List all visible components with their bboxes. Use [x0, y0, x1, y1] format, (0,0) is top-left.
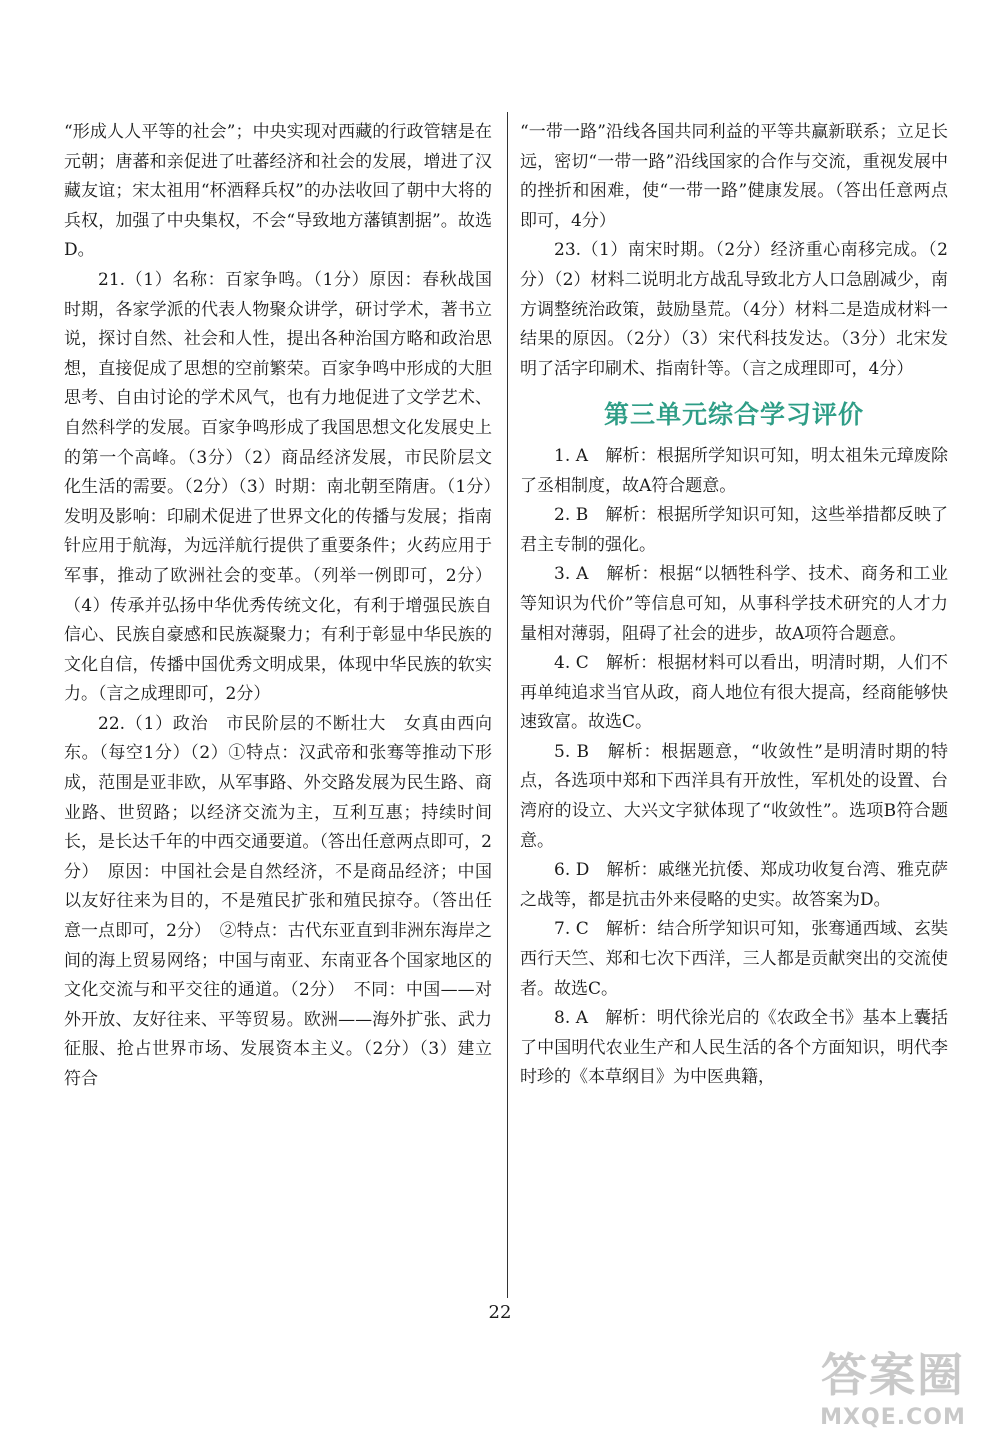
answer-item: 2. B 解析：根据所学知识可知，这些举措都反映了君主专制的强化。	[520, 505, 948, 555]
answer-item: 8. A 解析：明代徐光启的《农政全书》基本上囊括了中国明代农业生产和人民生活的各个方面知识，明代李时珍的《本草纲目》为中医典籍，	[520, 1008, 948, 1088]
page-number: 22	[488, 1302, 512, 1323]
answer-item: 5. B 解析：根据题意，“收敛性”是明清时期的特点，各选项中郑和下西洋具有开放性，军机处的设置、台湾府的设立、大兴文字狱体现了“收敛性”。选项B符合题意。	[520, 741, 948, 851]
column-divider	[507, 112, 508, 1298]
answer-item: 6. D 解析：戚继光抗倭、郑成功收复台湾、雅克萨之战等，都是抗击外来侵略的史实。故答案为D。	[520, 860, 948, 910]
watermark-sub: MXQE.COM	[820, 1405, 966, 1430]
left-column	[64, 118, 492, 1095]
answer-item: 7. C 解析：结合所学知识可知，张骞通西域、玄奘西行天竺、郑和七次下西洋，三人都是贡献突出的交流使者。故选C。	[520, 919, 948, 999]
section-title: 第三单元综合学习评价	[603, 400, 864, 430]
watermark-main: 答案圈	[821, 1348, 965, 1402]
answer-item: 4. C 解析：根据材料可以看出，明清时期，人们不再单纯追求当官从政，商人地位有很大提高，经商能够快速致富。故选C。	[520, 653, 948, 733]
answer-item: 3. A 解析：根据“以牺牲科学、技术、商务和工业等知识为代价”等信息可知，从事科学技术研究的人才力量相对薄弱，阻碍了社会的进步，故A项符合题意。	[520, 564, 948, 644]
answer-22: 22.（1）政治 市民阶层的不断壮大 女真由西向东。（每空1分）（2）①特点：汉武帝和张骞等推动下形成，范围是亚非欧，从军事路、外交路发展为民生路、商业路、世贸路；以经济交流为主，互利互惠；持续时间长，是长达千年的中西交通要道。（答出任意两点即可，2分） 原因：中国社会是自然经济，不是商品经济；中国以友好往来为目的，不是殖民扩张和殖民掠夺。（答出任意一点即可，2分） ②特点：古代东亚直到非洲东海岸之间的海上贸易网络；中国与南亚、东南亚各个国家地区的文化交流与和平交往的通道。（2分） 不同：中国——对外开放、友好往来、平等贸易。欧洲——海外扩张、武力征服、抢占世界市场、发展资本主义。（2分）（3）建立符合	[64, 713, 492, 1089]
paragraph-continuation: “形成人人平等的社会”；中央实现对西藏的行政管辖是在元朝；唐蕃和亲促进了吐蕃经济和社会的发展，增进了汉藏友谊；宋太祖用“杯酒释兵权”的办法收回了朝中大将的兵权，加强了中央集权，不会“导致地方藩镇割据”。故选D。	[64, 122, 492, 261]
answer-item: 1. A 解析：根据所学知识可知，明太祖朱元璋废除了丞相制度，故A符合题意。	[520, 445, 948, 496]
answer-23: 23.（1）南宋时期。（2分）经济重心南移完成。（2分）（2）材料二说明北方战乱导致北方人口急剧减少，南方调整统治政策，鼓励垦荒。（4分）材料二是造成材料一结果的原因。（2分）（3）宋代科技发达。（3分）北宋发明了活字印刷术、指南针等。（言之成理即可，4分）	[520, 240, 948, 379]
paragraph-continuation: “一带一路”沿线各国共同利益的平等共赢新联系；立足长远，密切“一带一路”沿线国家的合作与交流，重视发展中的挫折和困难，使“一带一路”健康发展。（答出任意两点即可，4分）	[520, 122, 948, 231]
right-column	[520, 118, 948, 1093]
watermark-logo	[804, 1339, 982, 1430]
answer-21: 21.（1）名称：百家争鸣。（1分）原因：春秋战国时期，各家学派的代表人物聚众讲学，研讨学术，著书立说，探讨自然、社会和人性，提出各种治国方略和政治思想，直接促成了思想的空前繁荣。百家争鸣中形成的大胆思考、自由讨论的学术风气，也有力地促进了文学艺术、自然科学的发展。百家争鸣形成了我国思想文化发展史上的第一个高峰。（3分）（2）商品经济发展，市民阶层文化生活的需要。（2分）（3）时期：南北朝至隋唐。（1分）发明及影响：印刷术促进了世界文化的传播与发展；指南针应用于航海，为远洋航行提供了重要条件；火药应用于军事，推动了欧洲社会的变革。（列举一例即可，2分）（4）传承并弘扬中华优秀传统文化，有利于增强民族自信心、民族自豪感和民族凝聚力；有利于彰显中华民族的文化自信，传播中国优秀文明成果，体现中华民族的软实力。（言之成理即可，2分）	[64, 269, 492, 705]
